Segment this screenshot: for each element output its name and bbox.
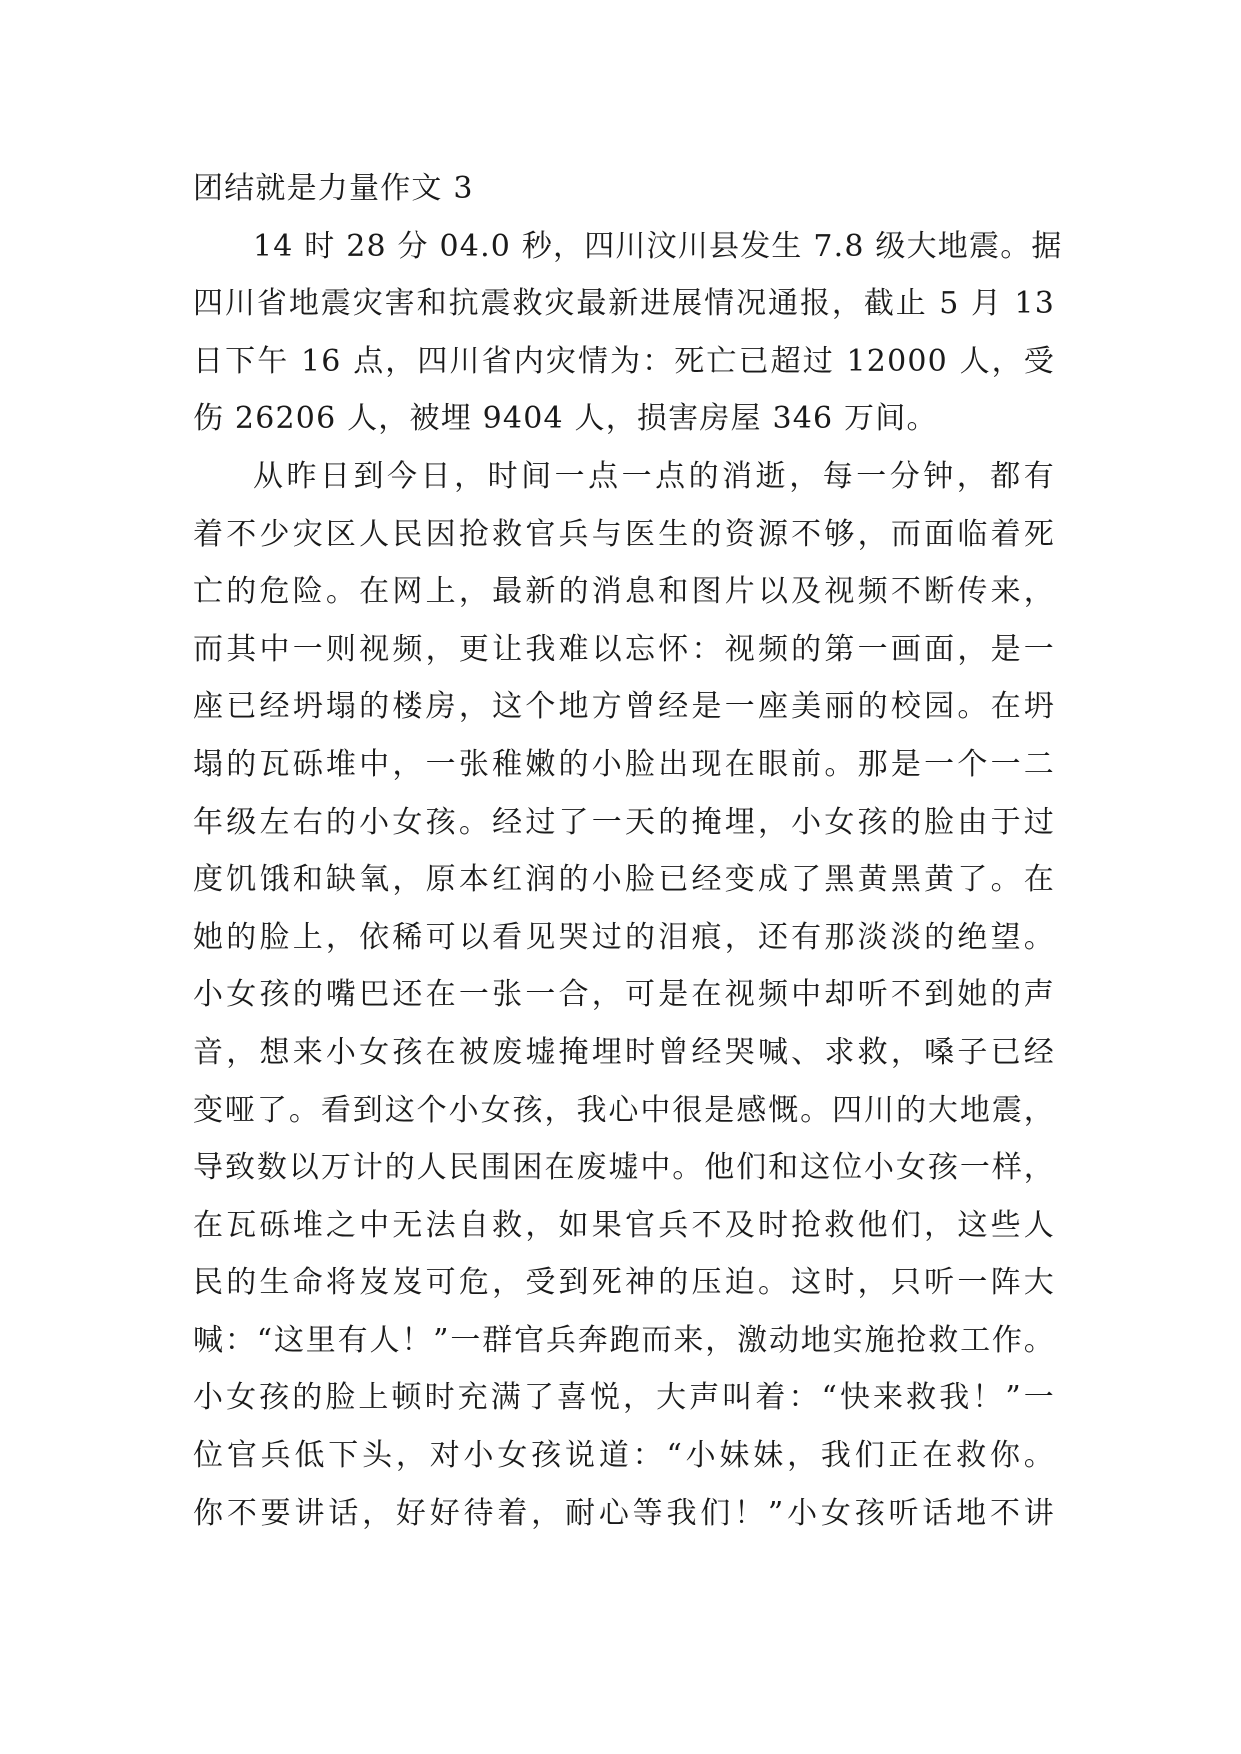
paragraph-line: 位官兵低下头，对小女孩说道：“小妹妹，我们正在救你。: [193, 1438, 1055, 1474]
paragraph-line: 你不要讲话，好好待着，耐心等我们！”小女孩听话地不讲: [193, 1495, 1055, 1531]
paragraph-line: 小女孩的脸上顿时充满了喜悦，大声叫着：“快来救我！”一: [193, 1380, 1055, 1416]
paragraph-line: 从昨日到今日，时间一点一点的消逝，每一分钟，都有: [253, 458, 1055, 494]
paragraph-line: 14 时 28 分 04.0 秒，四川汶川县发生 7.8 级大地震。据: [253, 228, 1063, 264]
paragraph-line: 年级左右的小女孩。经过了一天的掩埋，小女孩的脸由于过: [193, 804, 1055, 840]
paragraph-line: 她的脸上，依稀可以看见哭过的泪痕，还有那淡淡的绝望。: [193, 919, 1055, 955]
paragraph-line: 小女孩的嘴巴还在一张一合，可是在视频中却听不到她的声: [193, 977, 1055, 1013]
document-body: [193, 160, 1063, 1542]
paragraph-line: 四川省地震灾害和抗震救灾最新进展情况通报，截止 5 月 13: [193, 286, 1055, 322]
paragraph-line: 亡的危险。在网上，最新的消息和图片以及视频不断传来，: [193, 574, 1055, 610]
paragraph-line: 民的生命将岌岌可危，受到死神的压迫。这时，只听一阵大: [193, 1265, 1055, 1301]
paragraph-line: 而其中一则视频，更让我难以忘怀：视频的第一画面，是一: [193, 631, 1055, 667]
paragraph-1: [193, 218, 1063, 448]
paragraph-line: 喊：“这里有人！”一群官兵奔跑而来，激动地实施抢救工作。: [193, 1322, 1055, 1358]
paragraph-line: 座已经坍塌的楼房，这个地方曾经是一座美丽的校园。在坍: [193, 689, 1055, 725]
paragraph-line: 日下午 16 点，四川省内灾情为：死亡已超过 12000 人，受: [193, 343, 1055, 379]
paragraph-line: 在瓦砾堆之中无法自救，如果官兵不及时抢救他们，这些人: [193, 1207, 1055, 1243]
paragraph-line: 度饥饿和缺氧，原本红润的小脸已经变成了黑黄黑黄了。在: [193, 862, 1055, 898]
paragraph-line: 塌的瓦砾堆中，一张稚嫩的小脸出现在眼前。那是一个一二: [193, 746, 1055, 782]
paragraph-2: [193, 448, 1055, 1542]
paragraph-line: 伤 26206 人，被埋 9404 人，损害房屋 346 万间。: [193, 401, 938, 437]
paragraph-line: 音，想来小女孩在被废墟掩埋时曾经哭喊、求救，嗓子已经: [193, 1034, 1055, 1070]
paragraph-line: 着不少灾区人民因抢救官兵与医生的资源不够，而面临着死: [193, 516, 1055, 552]
document-title: 团结就是力量作文 3: [193, 171, 474, 206]
paragraph-line: 变哑了。看到这个小女孩，我心中很是感慨。四川的大地震，: [193, 1092, 1055, 1128]
paragraph-line: 导致数以万计的人民围困在废墟中。他们和这位小女孩一样，: [193, 1150, 1055, 1186]
